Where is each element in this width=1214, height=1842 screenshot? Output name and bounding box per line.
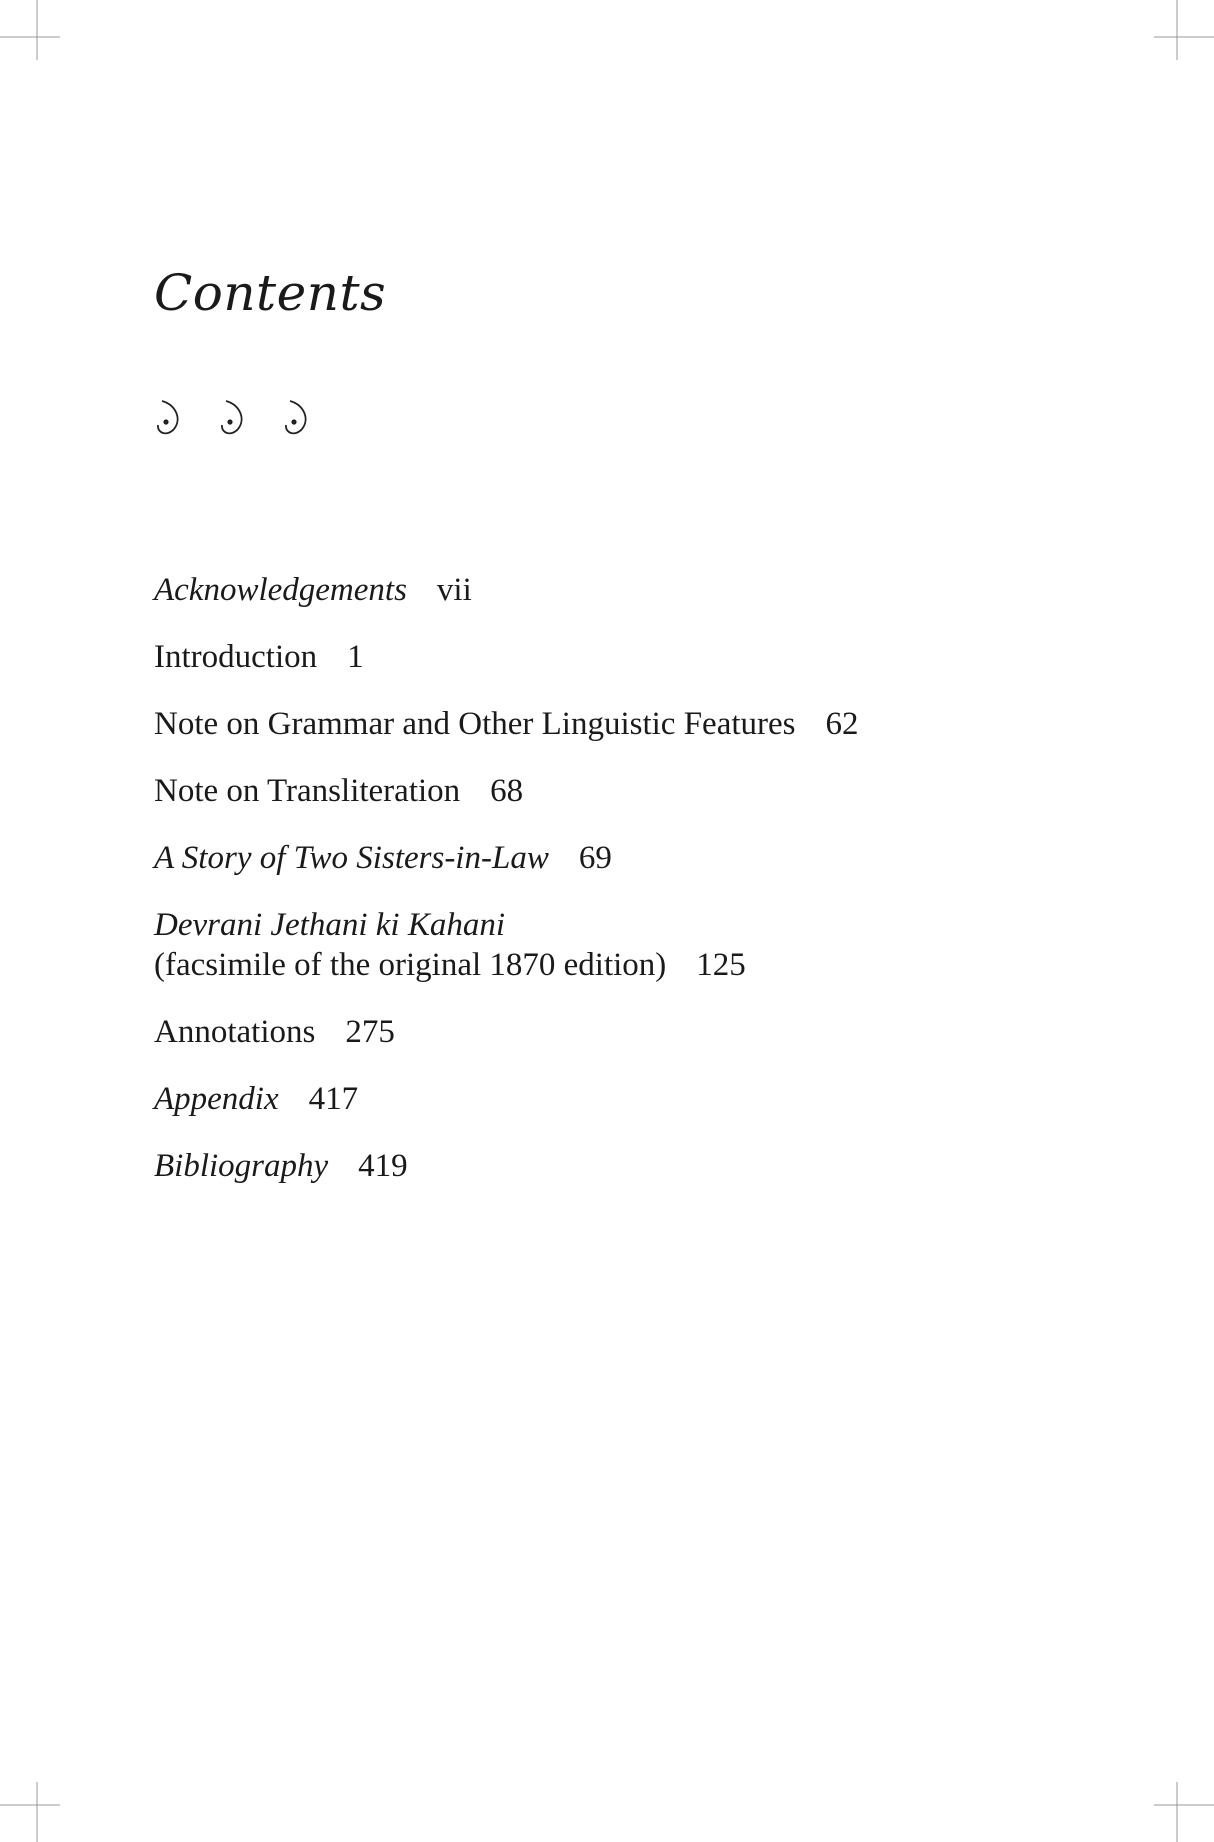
toc-entry[interactable] — [154, 1079, 859, 1119]
table-of-contents — [154, 570, 859, 1213]
paisley-ornament-icon — [154, 397, 184, 437]
paisley-ornament-icon — [218, 397, 248, 437]
toc-entry-page: vii — [436, 572, 472, 608]
toc-entry-title: Appendix — [154, 1081, 279, 1117]
ornament-row — [154, 397, 312, 437]
toc-entry-title: Devrani Jethani ki Kahani — [154, 907, 506, 943]
toc-entry-page: 62 — [825, 706, 859, 742]
crop-mark-top-left — [0, 0, 60, 60]
toc-entry-page: 125 — [696, 947, 746, 983]
crop-mark-bottom-left — [0, 1782, 60, 1842]
toc-entry-page: 275 — [345, 1014, 395, 1050]
toc-entry-page: 419 — [358, 1148, 408, 1184]
toc-entry[interactable] — [154, 570, 859, 610]
toc-entry-title: Annotations — [154, 1014, 316, 1050]
toc-entry-page: 417 — [308, 1081, 359, 1117]
toc-entry[interactable] — [154, 637, 859, 677]
toc-entry[interactable] — [154, 1012, 859, 1052]
toc-entry-page: 69 — [578, 840, 612, 876]
toc-entry-subtitle: (facsimile of the original 1870 edition) — [154, 947, 667, 983]
toc-entry[interactable] — [154, 771, 859, 811]
toc-entry[interactable] — [154, 838, 859, 878]
toc-entry-title: Introduction — [154, 639, 318, 675]
toc-entry-title: Bibliography — [154, 1148, 329, 1184]
crop-mark-top-right — [1154, 0, 1214, 60]
toc-entry-page: 68 — [490, 773, 524, 809]
paisley-ornament-icon — [282, 397, 312, 437]
toc-entry-title: Note on Transliteration — [154, 773, 461, 809]
crop-mark-bottom-right — [1154, 1782, 1214, 1842]
toc-entry-title: A Story of Two Sisters-in-Law — [154, 840, 549, 876]
toc-entry[interactable] — [154, 905, 859, 985]
toc-entry[interactable] — [154, 704, 859, 744]
toc-entry-title: Acknowledgements — [154, 572, 407, 608]
toc-entry-page: 1 — [347, 639, 364, 675]
page-title: Contents — [154, 264, 387, 322]
toc-entry-title: Note on Grammar and Other Linguistic Features — [154, 706, 796, 742]
toc-entry[interactable] — [154, 1146, 859, 1186]
